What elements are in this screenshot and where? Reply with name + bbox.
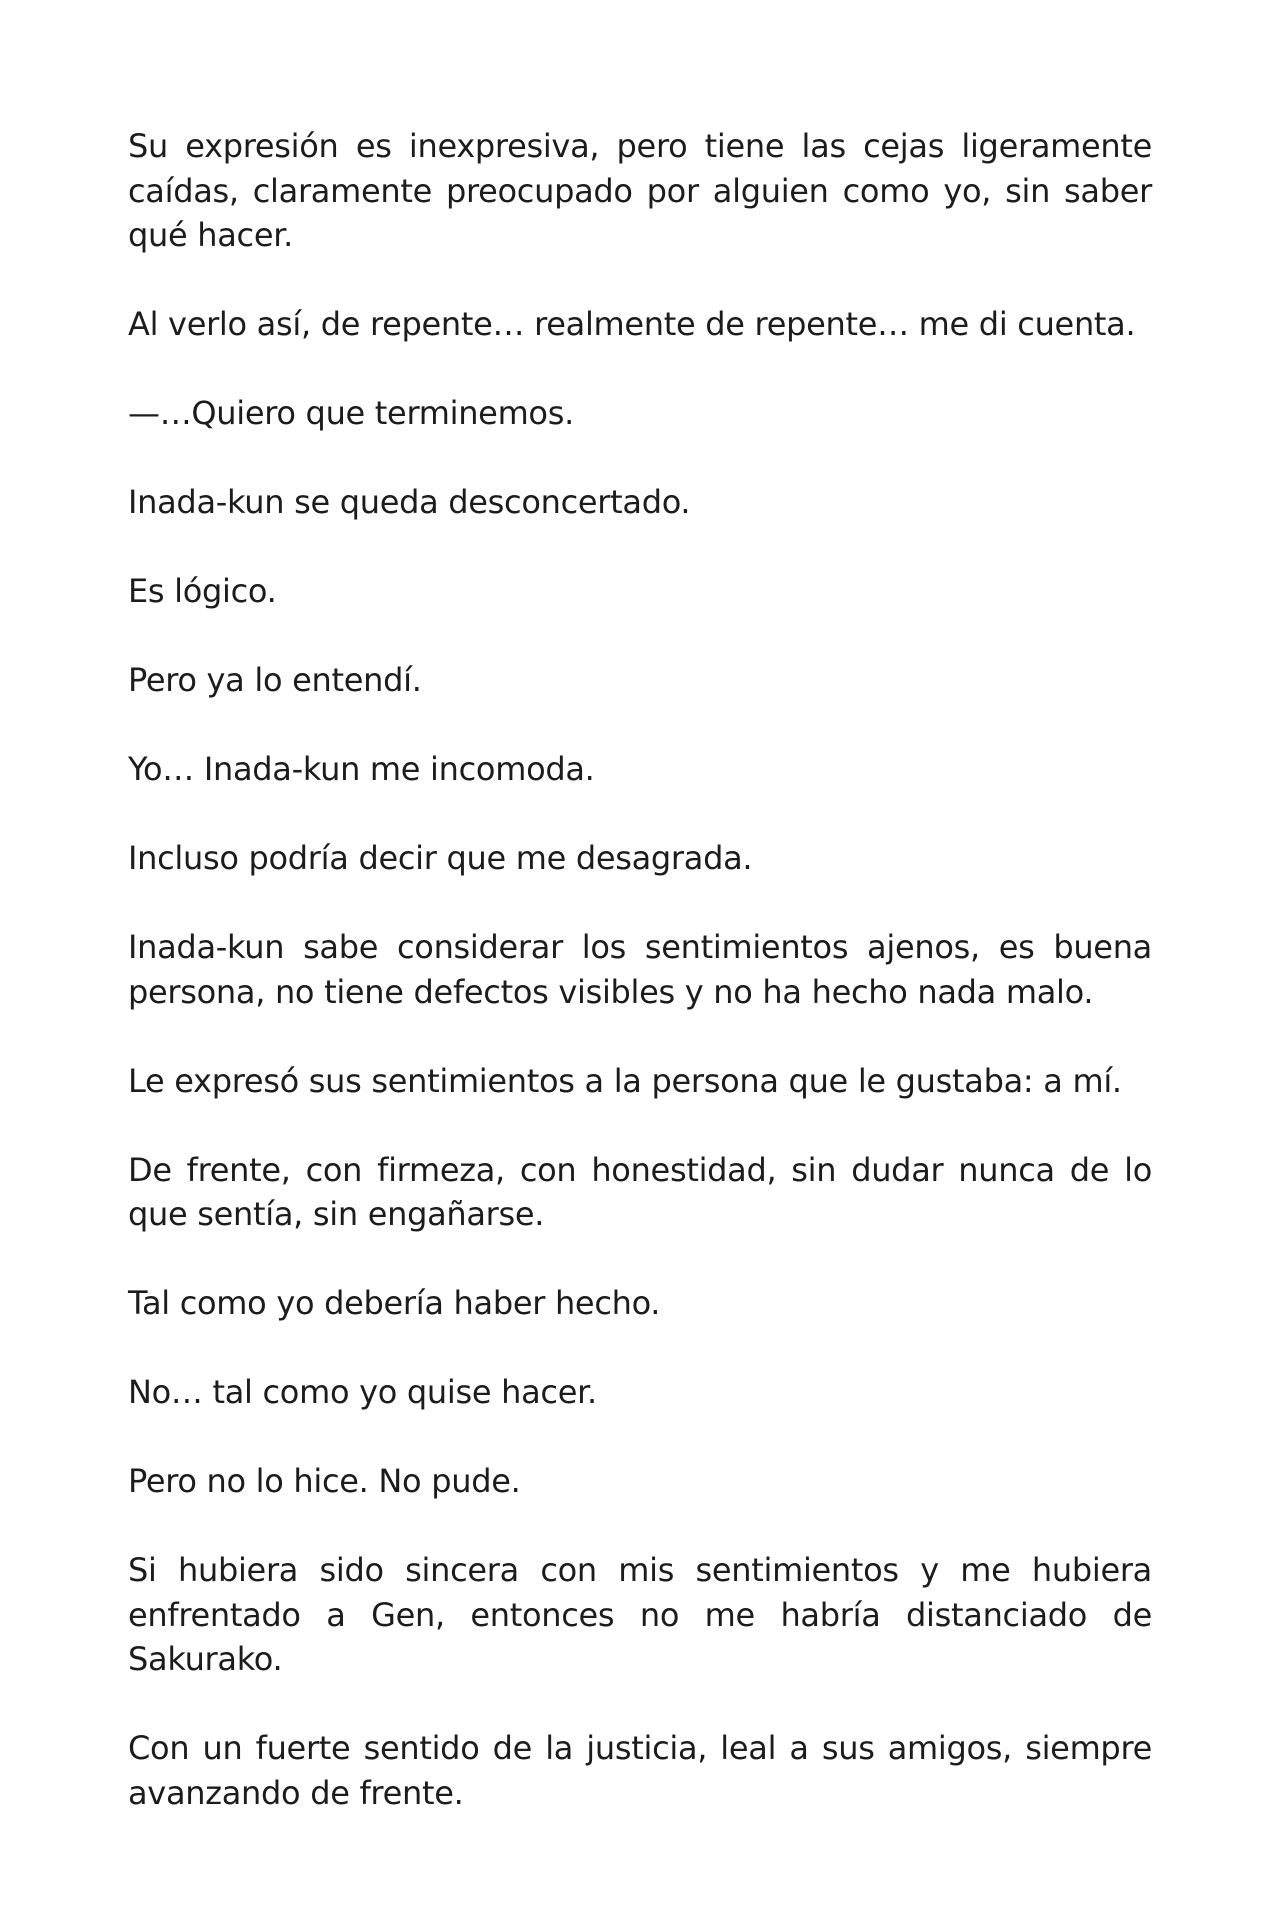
paragraph: Si hubiera sido sincera con mis sentimientos y me hubiera enfrentado a Gen, entonces no me habría distanciado de Sakurako. [128, 1551, 1152, 1678]
paragraph: Inada-kun sabe considerar los sentimientos ajenos, es buena persona, no tiene defectos visibles y no ha hecho nada malo. [128, 928, 1152, 1011]
paragraph: Incluso podría decir que me desagrada. [128, 839, 753, 877]
paragraph: Tal como yo debería haber hecho. [128, 1284, 661, 1322]
paragraph: Al verlo así, de repente… realmente de repente… me di cuenta. [128, 305, 1136, 343]
paragraph: De frente, con firmeza, con honestidad, sin dudar nunca de lo que sentía, sin engañarse. [128, 1150, 1152, 1233]
paragraph: Pero no lo hice. No pude. [128, 1462, 521, 1500]
paragraph: —…Quiero que terminemos. [128, 394, 574, 432]
paragraph: No… tal como yo quise hacer. [128, 1373, 597, 1411]
paragraph: Yo… Inada-kun me incomoda. [128, 750, 595, 788]
paragraph: Inada-kun se queda desconcertado. [128, 483, 691, 521]
paragraph: Con un fuerte sentido de la justicia, leal a sus amigos, siempre avanzando de frente. [128, 1729, 1152, 1812]
paragraph: Su expresión es inexpresiva, pero tiene las cejas ligeramente caídas, claramente preocupado por alguien como yo, sin saber qué hacer. [128, 127, 1152, 254]
text-body [128, 124, 1152, 1815]
paragraph: Es lógico. [128, 572, 277, 610]
paragraph: Le expresó sus sentimientos a la persona que le gustaba: a mí. [128, 1061, 1122, 1100]
paragraph: Pero ya lo entendí. [128, 661, 422, 699]
